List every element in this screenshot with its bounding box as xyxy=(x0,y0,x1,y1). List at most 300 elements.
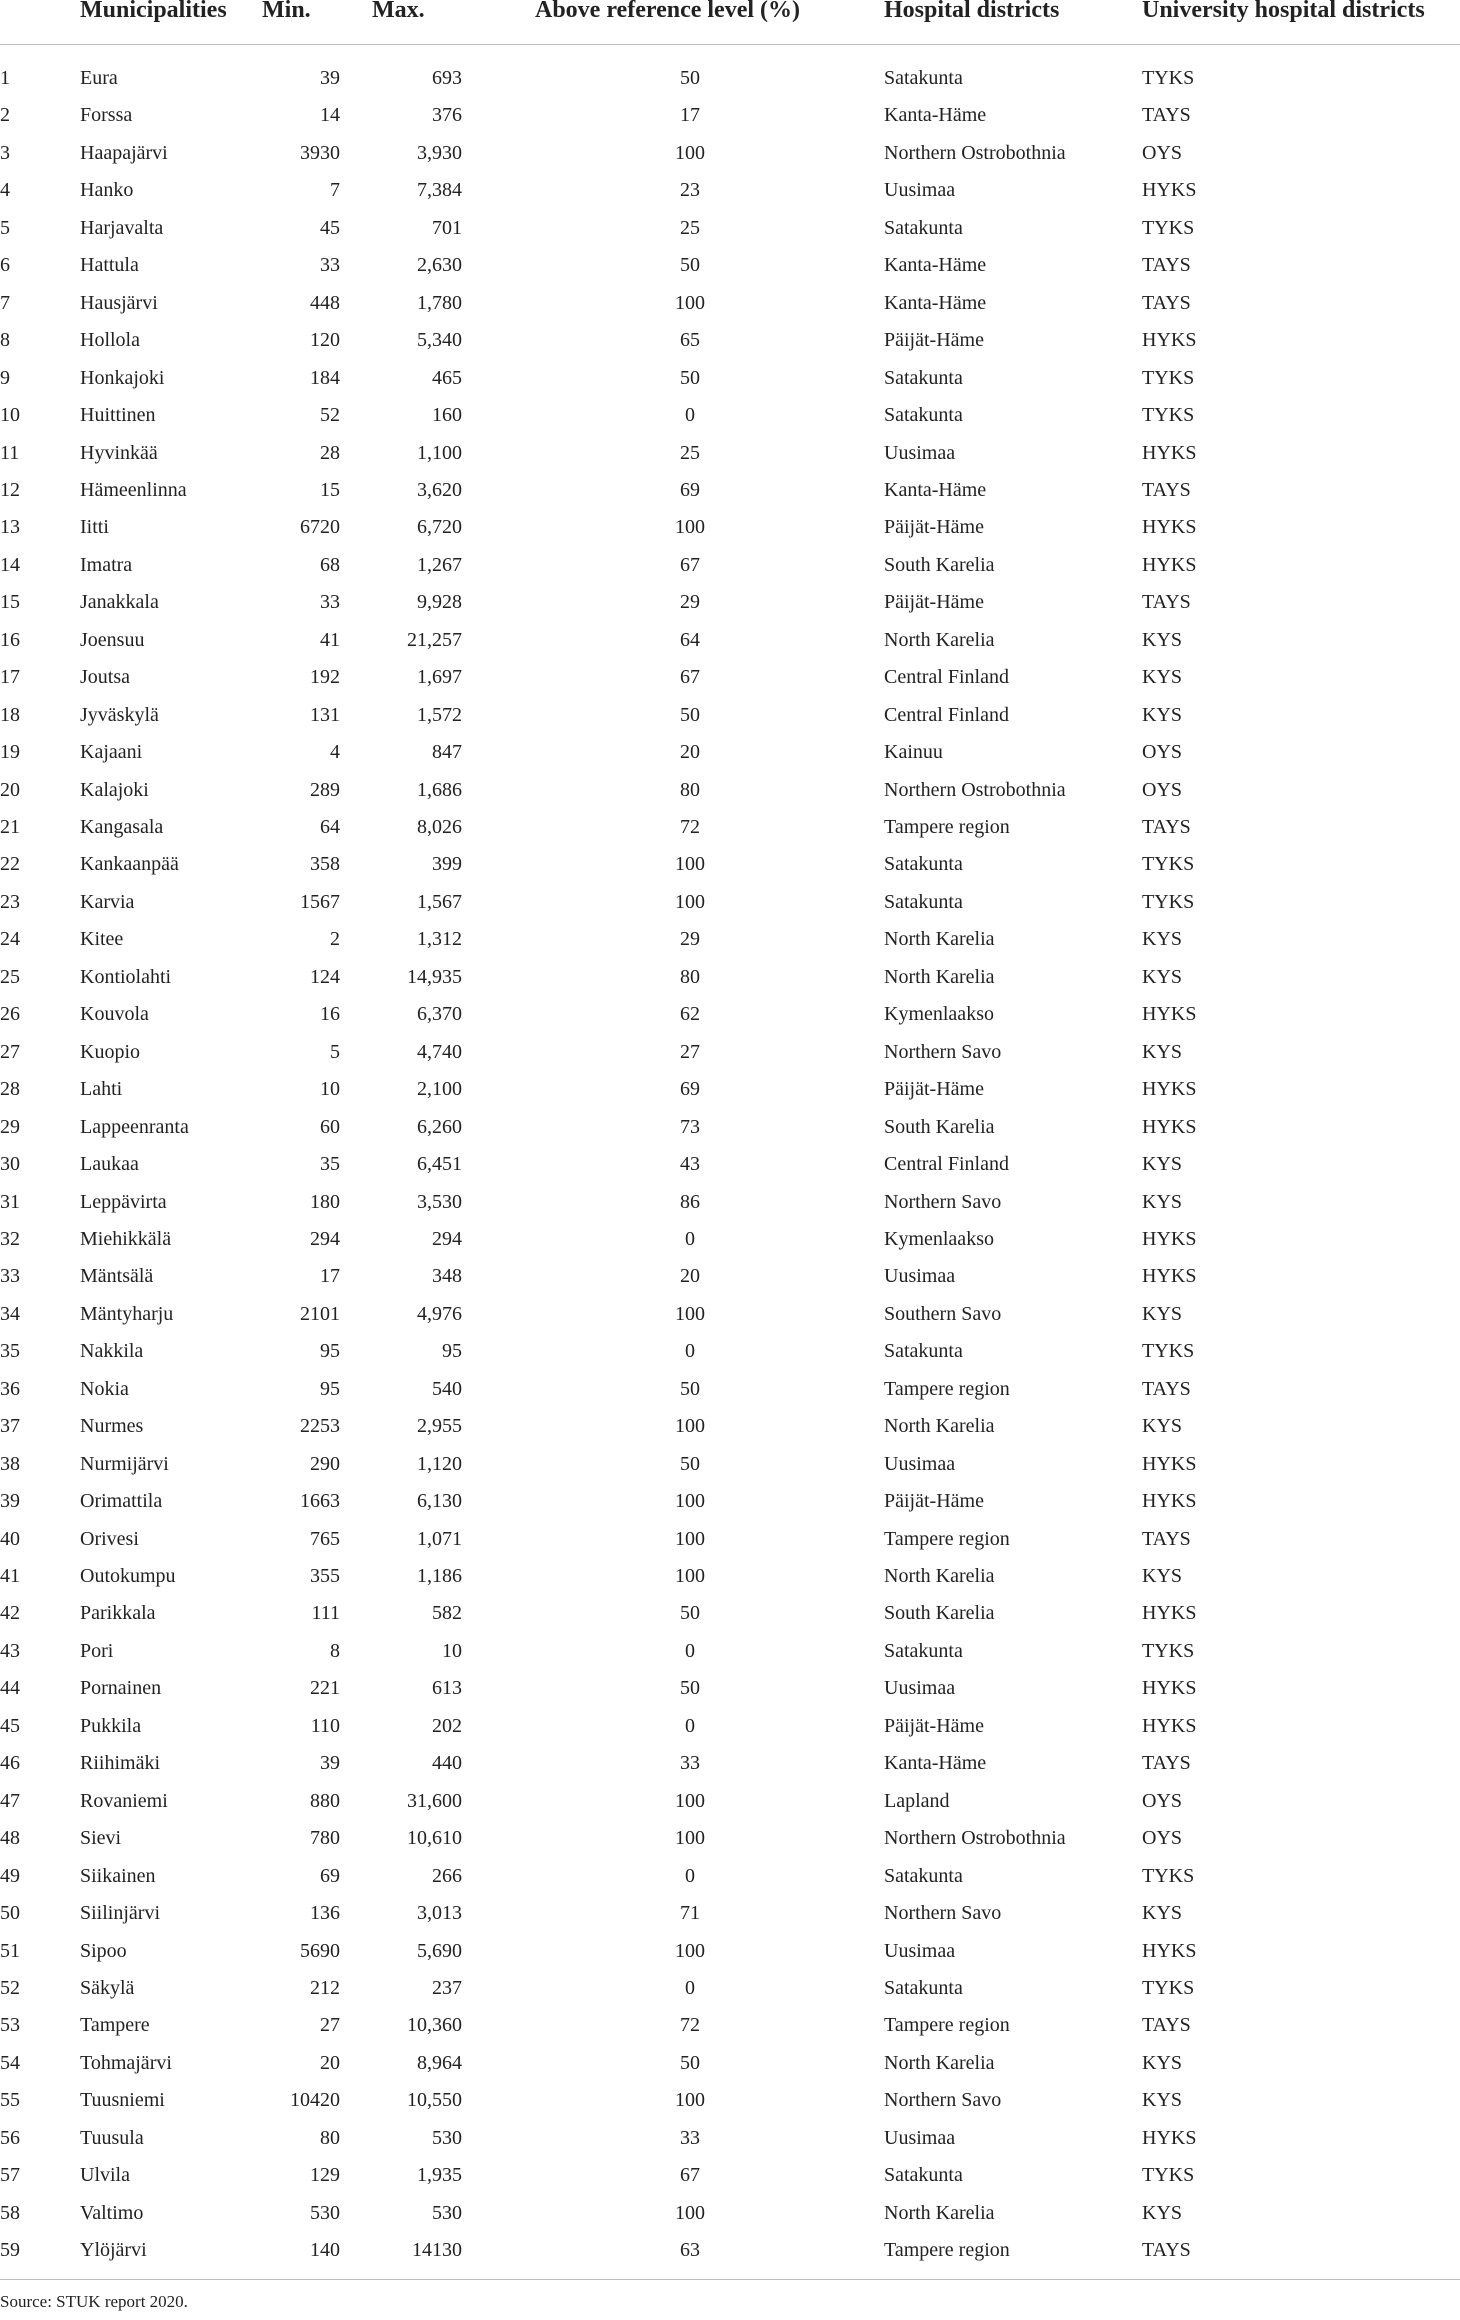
above-reference-cell: 100 xyxy=(675,1939,705,1962)
row-number: 27 xyxy=(0,1040,20,1063)
min-cell: 15 xyxy=(320,478,340,501)
university-hospital-district-cell: TAYS xyxy=(1142,2014,1191,2037)
row-number: 22 xyxy=(0,853,20,876)
table-row xyxy=(0,2195,1460,2232)
min-cell: 290 xyxy=(310,1452,340,1475)
table-row xyxy=(0,1184,1460,1221)
university-hospital-district-cell: HYKS xyxy=(1142,1452,1197,1475)
min-cell: 14 xyxy=(320,104,340,127)
row-number: 11 xyxy=(0,441,20,464)
min-cell: 180 xyxy=(310,1190,340,1213)
university-hospital-district-cell: HYKS xyxy=(1142,1078,1197,1101)
max-cell: 160 xyxy=(432,404,462,427)
university-hospital-district-cell: HYKS xyxy=(1142,441,1197,464)
table-row xyxy=(0,1446,1460,1483)
min-cell: 212 xyxy=(310,1976,340,1999)
row-number: 17 xyxy=(0,666,20,689)
max-cell: 6,260 xyxy=(417,1115,462,1138)
row-number: 32 xyxy=(0,1227,20,1250)
max-cell: 1,567 xyxy=(417,890,462,913)
municipality-cell: Hämeenlinna xyxy=(80,478,187,501)
table-row xyxy=(0,622,1460,659)
max-cell: 693 xyxy=(432,67,462,89)
row-number: 56 xyxy=(0,2126,20,2149)
above-reference-cell: 29 xyxy=(680,928,700,951)
hospital-district-cell: Northern Savo xyxy=(884,1902,1002,1925)
university-hospital-district-cell: TAYS xyxy=(1142,591,1191,614)
above-reference-cell: 50 xyxy=(680,1602,700,1625)
municipality-cell: Harjavalta xyxy=(80,216,164,239)
university-hospital-district-cell: KYS xyxy=(1142,2089,1183,2112)
hospital-district-cell: Central Finland xyxy=(884,703,1009,726)
above-reference-cell: 100 xyxy=(675,1302,705,1325)
max-cell: 6,370 xyxy=(417,1003,462,1026)
above-reference-cell: 43 xyxy=(680,1153,700,1176)
university-hospital-district-cell: TAYS xyxy=(1142,1377,1191,1400)
table-row xyxy=(0,734,1460,771)
above-reference-cell: 72 xyxy=(680,816,700,838)
university-hospital-district-cell: HYKS xyxy=(1142,1265,1197,1288)
max-cell: 465 xyxy=(432,366,462,389)
university-hospital-district-cell: KYS xyxy=(1142,1415,1183,1438)
university-hospital-district-cell: KYS xyxy=(1142,703,1183,726)
municipality-cell: Janakkala xyxy=(80,591,159,614)
min-cell: 1567 xyxy=(300,890,340,913)
min-cell: 110 xyxy=(310,1714,340,1737)
max-cell: 540 xyxy=(432,1377,462,1400)
max-cell: 294 xyxy=(432,1227,462,1250)
municipality-cell: Orivesi xyxy=(80,1527,139,1550)
hospital-district-cell: North Karelia xyxy=(884,965,995,988)
min-cell: 7 xyxy=(330,179,340,202)
municipality-cell: Joutsa xyxy=(80,666,130,689)
row-number: 16 xyxy=(0,628,20,651)
max-cell: 3,620 xyxy=(417,478,462,501)
table-row xyxy=(0,1296,1460,1333)
hospital-district-cell: Satakunta xyxy=(884,1864,963,1887)
above-reference-cell: 50 xyxy=(680,366,700,389)
max-cell: 1,267 xyxy=(417,553,462,576)
university-hospital-district-cell: OYS xyxy=(1142,778,1183,801)
table-row xyxy=(0,809,1460,846)
hospital-district-cell: South Karelia xyxy=(884,553,995,576)
row-number: 36 xyxy=(0,1377,20,1400)
above-reference-cell: 0 xyxy=(685,1639,695,1662)
hospital-district-cell: Northern Ostrobothnia xyxy=(884,141,1066,164)
above-reference-cell: 72 xyxy=(680,2014,700,2037)
max-cell: 1,935 xyxy=(417,2164,462,2187)
row-number: 29 xyxy=(0,1115,20,1138)
hospital-district-cell: Satakunta xyxy=(884,366,963,389)
table-row xyxy=(0,472,1460,509)
max-cell: 95 xyxy=(442,1340,462,1363)
hospital-district-cell: Uusimaa xyxy=(884,1677,956,1700)
row-number: 48 xyxy=(0,1827,20,1850)
table-row xyxy=(0,584,1460,621)
min-cell: 68 xyxy=(320,553,340,576)
min-cell: 289 xyxy=(310,778,340,801)
max-cell: 847 xyxy=(432,741,462,764)
above-reference-cell: 100 xyxy=(675,1789,705,1812)
table-row xyxy=(0,697,1460,734)
above-reference-cell: 20 xyxy=(680,1265,700,1288)
university-hospital-district-cell: KYS xyxy=(1142,1153,1183,1176)
min-cell: 45 xyxy=(320,216,340,239)
table-row xyxy=(0,1521,1460,1558)
row-number: 14 xyxy=(0,553,20,576)
municipality-cell: Ulvila xyxy=(80,2164,130,2187)
hospital-district-cell: Northern Ostrobothnia xyxy=(884,778,1066,801)
university-hospital-district-cell: OYS xyxy=(1142,1827,1183,1850)
above-reference-cell: 100 xyxy=(675,1827,705,1850)
min-cell: 69 xyxy=(320,1864,340,1887)
row-number: 45 xyxy=(0,1714,20,1737)
above-reference-cell: 50 xyxy=(680,1677,700,1700)
row-number: 49 xyxy=(0,1864,20,1887)
university-hospital-district-cell: KYS xyxy=(1142,2051,1183,2074)
max-cell: 8,026 xyxy=(417,816,462,838)
municipality-cell: Hyvinkää xyxy=(80,441,158,464)
university-hospital-district-cell: KYS xyxy=(1142,1190,1183,1213)
min-cell: 17 xyxy=(320,1265,340,1288)
table-row xyxy=(0,285,1460,322)
university-hospital-district-cell: TYKS xyxy=(1142,1639,1195,1662)
university-hospital-district-cell: TAYS xyxy=(1142,254,1191,277)
max-cell: 1,686 xyxy=(417,778,462,801)
university-hospital-district-cell: OYS xyxy=(1142,141,1183,164)
table-row xyxy=(0,1595,1460,1632)
min-cell: 4 xyxy=(330,741,340,764)
above-reference-cell: 86 xyxy=(680,1190,700,1213)
hospital-district-cell: Tampere region xyxy=(884,1527,1010,1550)
hospital-district-cell: North Karelia xyxy=(884,2201,995,2224)
max-cell: 1,312 xyxy=(417,928,462,951)
above-reference-cell: 100 xyxy=(675,853,705,876)
university-hospital-district-cell: TYKS xyxy=(1142,1976,1195,1999)
hospital-district-cell: Satakunta xyxy=(884,890,963,913)
min-cell: 294 xyxy=(310,1227,340,1250)
row-number: 41 xyxy=(0,1565,20,1587)
hospital-district-cell: North Karelia xyxy=(884,2051,995,2074)
row-number: 24 xyxy=(0,928,20,951)
above-reference-cell: 67 xyxy=(680,553,700,576)
municipality-cell: Kalajoki xyxy=(80,778,149,801)
table-row xyxy=(0,846,1460,883)
hospital-district-cell: Northern Savo xyxy=(884,2089,1002,2112)
table-row xyxy=(0,2007,1460,2044)
hospital-district-cell: Kanta-Häme xyxy=(884,291,987,314)
university-hospital-district-cell: OYS xyxy=(1142,1789,1183,1812)
min-cell: 111 xyxy=(311,1602,340,1625)
table-row xyxy=(0,547,1460,584)
hospital-district-cell: Uusimaa xyxy=(884,1452,956,1475)
above-reference-cell: 29 xyxy=(680,591,700,614)
table-row xyxy=(0,884,1460,921)
row-number: 57 xyxy=(0,2164,20,2187)
above-reference-cell: 71 xyxy=(680,1902,700,1925)
hospital-district-cell: Satakunta xyxy=(884,1340,963,1363)
max-cell: 14130 xyxy=(412,2239,462,2262)
min-cell: 355 xyxy=(310,1565,340,1587)
min-cell: 3930 xyxy=(300,141,340,164)
municipality-cell: Säkylä xyxy=(80,1976,135,1999)
university-hospital-district-cell: KYS xyxy=(1142,1040,1183,1063)
municipality-cell: Kitee xyxy=(80,928,124,951)
table-row xyxy=(0,1371,1460,1408)
min-cell: 131 xyxy=(310,703,340,726)
max-cell: 5,690 xyxy=(417,1939,462,1962)
row-number: 3 xyxy=(0,141,10,164)
max-cell: 10,360 xyxy=(407,2014,462,2037)
min-cell: 16 xyxy=(320,1003,340,1026)
header-above-reference: Above reference level (%) xyxy=(535,0,800,23)
municipality-cell: Hausjärvi xyxy=(80,291,158,314)
max-cell: 1,071 xyxy=(417,1527,462,1550)
row-number: 34 xyxy=(0,1302,20,1325)
min-cell: 184 xyxy=(310,366,340,389)
row-number: 20 xyxy=(0,778,20,801)
above-reference-cell: 100 xyxy=(675,141,705,164)
min-cell: 39 xyxy=(320,67,340,89)
hospital-district-cell: Tampere region xyxy=(884,2239,1010,2262)
hospital-district-cell: Uusimaa xyxy=(884,441,956,464)
max-cell: 202 xyxy=(432,1714,462,1737)
above-reference-cell: 0 xyxy=(685,1864,695,1887)
table-row xyxy=(0,1895,1460,1932)
table-row xyxy=(0,1034,1460,1071)
municipality-cell: Nakkila xyxy=(80,1340,144,1363)
table-row xyxy=(0,1708,1460,1745)
min-cell: 120 xyxy=(310,329,340,352)
hospital-district-cell: Päijät-Häme xyxy=(884,1714,984,1737)
table-row xyxy=(0,1483,1460,1520)
table-row xyxy=(0,509,1460,546)
min-cell: 10420 xyxy=(290,2089,340,2112)
min-cell: 10 xyxy=(320,1078,340,1101)
max-cell: 266 xyxy=(432,1864,462,1887)
hospital-district-cell: Satakunta xyxy=(884,1639,963,1662)
max-cell: 2,100 xyxy=(417,1078,462,1101)
municipality-cell: Leppävirta xyxy=(80,1190,167,1213)
max-cell: 530 xyxy=(432,2126,462,2149)
municipality-cell: Pori xyxy=(80,1639,114,1662)
min-cell: 5690 xyxy=(300,1939,340,1962)
min-cell: 221 xyxy=(310,1677,340,1700)
min-cell: 35 xyxy=(320,1153,340,1176)
min-cell: 2 xyxy=(330,928,340,951)
max-cell: 348 xyxy=(432,1265,462,1288)
table-row xyxy=(0,1221,1460,1258)
above-reference-cell: 50 xyxy=(680,254,700,277)
max-cell: 1,120 xyxy=(417,1452,462,1475)
row-number: 51 xyxy=(0,1939,20,1962)
hospital-district-cell: Satakunta xyxy=(884,2164,963,2187)
university-hospital-district-cell: KYS xyxy=(1142,2201,1183,2224)
university-hospital-district-cell: TYKS xyxy=(1142,216,1195,239)
row-number: 7 xyxy=(0,291,10,314)
row-number: 12 xyxy=(0,478,20,501)
max-cell: 4,740 xyxy=(417,1040,462,1063)
above-reference-cell: 63 xyxy=(680,2239,700,2262)
table-bottom-divider xyxy=(0,2279,1460,2280)
table-header xyxy=(0,0,1460,30)
max-cell: 530 xyxy=(432,2201,462,2224)
table-row xyxy=(0,1670,1460,1707)
max-cell: 8,964 xyxy=(417,2051,462,2074)
above-reference-cell: 0 xyxy=(685,1714,695,1737)
min-cell: 2253 xyxy=(300,1415,340,1438)
min-cell: 129 xyxy=(310,2164,340,2187)
header-divider xyxy=(0,44,1460,45)
row-number: 25 xyxy=(0,965,20,988)
row-number: 18 xyxy=(0,703,20,726)
above-reference-cell: 100 xyxy=(675,890,705,913)
table-row xyxy=(0,322,1460,359)
above-reference-cell: 67 xyxy=(680,2164,700,2187)
university-hospital-district-cell: HYKS xyxy=(1142,329,1197,352)
table-row xyxy=(0,97,1460,134)
row-number: 39 xyxy=(0,1490,20,1513)
table-row xyxy=(0,1146,1460,1183)
max-cell: 6,451 xyxy=(417,1153,462,1176)
hospital-district-cell: Päijät-Häme xyxy=(884,1078,984,1101)
municipality-cell: Siikainen xyxy=(80,1864,156,1887)
university-hospital-district-cell: TYKS xyxy=(1142,853,1195,876)
hospital-district-cell: Satakunta xyxy=(884,67,963,89)
university-hospital-district-cell: TYKS xyxy=(1142,404,1195,427)
municipality-cell: Tuusula xyxy=(80,2126,144,2149)
max-cell: 3,013 xyxy=(417,1902,462,1925)
university-hospital-district-cell: HYKS xyxy=(1142,1490,1197,1513)
hospital-district-cell: Kainuu xyxy=(884,741,943,764)
above-reference-cell: 0 xyxy=(685,1227,695,1250)
above-reference-cell: 33 xyxy=(680,1752,700,1775)
municipality-cell: Valtimo xyxy=(80,2201,144,2224)
row-number: 47 xyxy=(0,1789,20,1812)
row-number: 10 xyxy=(0,404,20,427)
table-row xyxy=(0,210,1460,247)
table-row xyxy=(0,1783,1460,1820)
min-cell: 20 xyxy=(320,2051,340,2074)
min-cell: 6720 xyxy=(300,516,340,539)
hospital-district-cell: Päijät-Häme xyxy=(884,591,984,614)
table-row xyxy=(0,2157,1460,2194)
max-cell: 1,780 xyxy=(417,291,462,314)
table-row xyxy=(0,1970,1460,2007)
table-row xyxy=(0,959,1460,996)
row-number: 38 xyxy=(0,1452,20,1475)
municipality-cell: Kuopio xyxy=(80,1040,140,1063)
university-hospital-district-cell: TYKS xyxy=(1142,67,1195,89)
municipality-cell: Forssa xyxy=(80,104,133,127)
university-hospital-district-cell: HYKS xyxy=(1142,1602,1197,1625)
min-cell: 28 xyxy=(320,441,340,464)
max-cell: 7,384 xyxy=(417,179,462,202)
municipality-cell: Nurmes xyxy=(80,1415,144,1438)
municipality-cell: Mäntsälä xyxy=(80,1265,154,1288)
university-hospital-district-cell: HYKS xyxy=(1142,1677,1197,1700)
municipality-cell: Ylöjärvi xyxy=(80,2239,147,2262)
above-reference-cell: 80 xyxy=(680,778,700,801)
max-cell: 613 xyxy=(432,1677,462,1700)
above-reference-cell: 27 xyxy=(680,1040,700,1063)
min-cell: 780 xyxy=(310,1827,340,1850)
min-cell: 60 xyxy=(320,1115,340,1138)
min-cell: 64 xyxy=(320,816,340,838)
hospital-district-cell: Päijät-Häme xyxy=(884,516,984,539)
hospital-district-cell: Satakunta xyxy=(884,404,963,427)
row-number: 52 xyxy=(0,1976,20,1999)
university-hospital-district-cell: HYKS xyxy=(1142,2126,1197,2149)
max-cell: 1,100 xyxy=(417,441,462,464)
row-number: 28 xyxy=(0,1078,20,1101)
max-cell: 237 xyxy=(432,1976,462,1999)
row-number: 19 xyxy=(0,741,20,764)
municipality-cell: Honkajoki xyxy=(80,366,165,389)
municipality-cell: Sipoo xyxy=(80,1939,127,1962)
municipality-cell: Huittinen xyxy=(80,404,156,427)
university-hospital-district-cell: KYS xyxy=(1142,628,1183,651)
max-cell: 2,630 xyxy=(417,254,462,277)
row-number: 21 xyxy=(0,816,20,838)
min-cell: 2101 xyxy=(300,1302,340,1325)
university-hospital-district-cell: TAYS xyxy=(1142,104,1191,127)
row-number: 42 xyxy=(0,1602,20,1625)
min-cell: 448 xyxy=(310,291,340,314)
max-cell: 701 xyxy=(432,216,462,239)
row-number: 35 xyxy=(0,1340,20,1363)
above-reference-cell: 25 xyxy=(680,441,700,464)
municipality-cell: Hattula xyxy=(80,254,139,277)
max-cell: 2,955 xyxy=(417,1415,462,1438)
min-cell: 124 xyxy=(310,965,340,988)
above-reference-cell: 0 xyxy=(685,404,695,427)
hospital-district-cell: Kanta-Häme xyxy=(884,254,987,277)
max-cell: 10,610 xyxy=(407,1827,462,1850)
hospital-district-cell: Satakunta xyxy=(884,853,963,876)
max-cell: 9,928 xyxy=(417,591,462,614)
hospital-district-cell: Uusimaa xyxy=(884,1265,956,1288)
hospital-district-cell: Tampere region xyxy=(884,816,1010,838)
municipality-cell: Imatra xyxy=(80,553,133,576)
above-reference-cell: 64 xyxy=(680,628,700,651)
row-number: 43 xyxy=(0,1639,20,1662)
hospital-district-cell: Northern Savo xyxy=(884,1040,1002,1063)
row-number: 50 xyxy=(0,1902,20,1925)
university-hospital-district-cell: TAYS xyxy=(1142,478,1191,501)
row-number: 4 xyxy=(0,179,10,202)
municipality-cell: Eura xyxy=(80,67,118,89)
municipality-cell: Laukaa xyxy=(80,1153,139,1176)
table-row xyxy=(0,60,1460,97)
municipality-cell: Miehikkälä xyxy=(80,1227,172,1250)
hospital-district-cell: Uusimaa xyxy=(884,1939,956,1962)
municipality-cell: Sievi xyxy=(80,1827,122,1850)
municipality-cell: Nurmijärvi xyxy=(80,1452,169,1475)
max-cell: 1,186 xyxy=(417,1565,462,1587)
university-hospital-district-cell: HYKS xyxy=(1142,1003,1197,1026)
municipality-cell: Rovaniemi xyxy=(80,1789,168,1812)
min-cell: 52 xyxy=(320,404,340,427)
university-hospital-district-cell: HYKS xyxy=(1142,1714,1197,1737)
table-row xyxy=(0,1258,1460,1295)
min-cell: 192 xyxy=(310,666,340,689)
hospital-district-cell: South Karelia xyxy=(884,1115,995,1138)
municipality-cell: Karvia xyxy=(80,890,135,913)
above-reference-cell: 50 xyxy=(680,703,700,726)
university-hospital-district-cell: KYS xyxy=(1142,928,1183,951)
row-number: 33 xyxy=(0,1265,20,1288)
